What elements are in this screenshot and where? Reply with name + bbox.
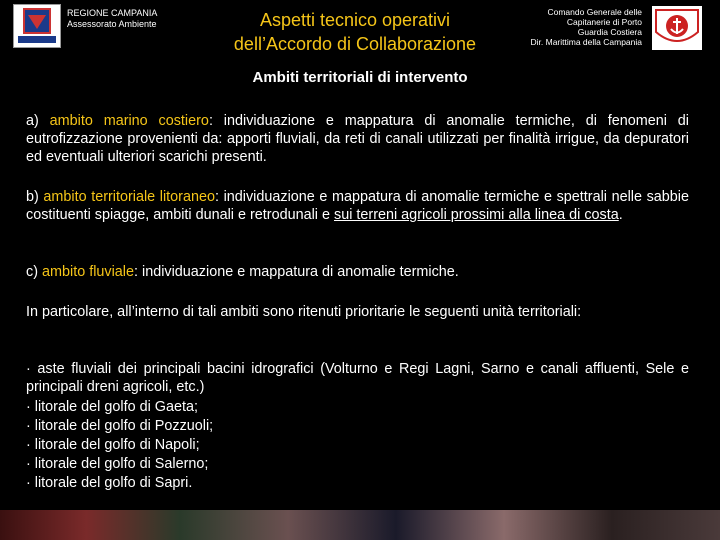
paragraph-c: [26, 263, 689, 281]
org-left-name: REGIONE CAMPANIA: [67, 8, 158, 18]
list-item: · litorale del golfo di Sapri.: [26, 475, 193, 491]
paragraph-b: [26, 188, 689, 224]
org-left: [67, 8, 157, 30]
para-b-end: .: [618, 207, 623, 223]
para-b-term: ambito territoriale litoraneo: [43, 189, 215, 205]
para-c-term: ambito fluviale: [42, 264, 134, 280]
list-item: · litorale del golfo di Pozzuoli;: [26, 418, 214, 434]
section-subtitle: Ambiti territoriali di intervento: [252, 69, 468, 86]
org-right-line-2: Capitanerie di Porto: [566, 17, 642, 27]
list-intro: · aste fluviali dei principali bacini idrografici (Volturno e Regi Lagni, Sarno e canali affluenti, Sele e principali dreni agricoli, etc.): [26, 361, 689, 395]
list-item: · litorale del golfo di Salerno;: [26, 456, 209, 472]
para-b-prefix: b): [26, 189, 44, 205]
org-right-line-4: Dir. Marittima della Campania: [530, 37, 642, 47]
org-right: [512, 7, 642, 47]
page-title: [200, 8, 510, 56]
title-line-1: Aspetti tecnico operativi: [259, 10, 451, 30]
para-c-prefix: c): [26, 264, 42, 280]
para-b-underlined: sui terreni agricoli prossimi alla linea di costa: [334, 207, 619, 223]
para-a-prefix: a): [26, 113, 50, 129]
title-line-2: dell’Accordo di Collaborazione: [233, 34, 477, 54]
org-right-line-3: Guardia Costiera: [577, 27, 642, 37]
paragraph-d: In particolare, all’interno di tali ambiti sono ritenuti prioritarie le seguenti unità territoriali:: [26, 304, 582, 320]
org-left-department: Assessorato Ambiente: [67, 19, 157, 29]
org-right-line-1: Comando Generale delle: [547, 7, 642, 17]
para-b-text: : individuazione e mappatura di anomalie termiche e spettrali nelle sabbie costituenti spiagge, ambiti dunali e retrodunali e: [26, 189, 689, 223]
regione-campania-logo: [13, 4, 61, 48]
guardia-costiera-logo: [652, 6, 702, 50]
paragraph-a: [26, 112, 689, 166]
para-a-term: ambito marino costiero: [49, 113, 209, 129]
satellite-image-strip: [0, 510, 720, 540]
para-c-text: : individuazione e mappatura di anomalie termiche.: [134, 264, 459, 280]
para-a-text: : individuazione e mappatura di anomalie termiche, di fenomeni di eutrofizzazione provenienti da: apporti fluviali, da reti di canali utilizzati per finalità irrigue, da depuratori ed eventuali ulteriori scarichi presenti.: [26, 113, 689, 165]
list-item: · litorale del golfo di Gaeta;: [26, 399, 198, 415]
territory-list: [26, 398, 689, 493]
list-item: · litorale del golfo di Napoli;: [26, 437, 200, 453]
